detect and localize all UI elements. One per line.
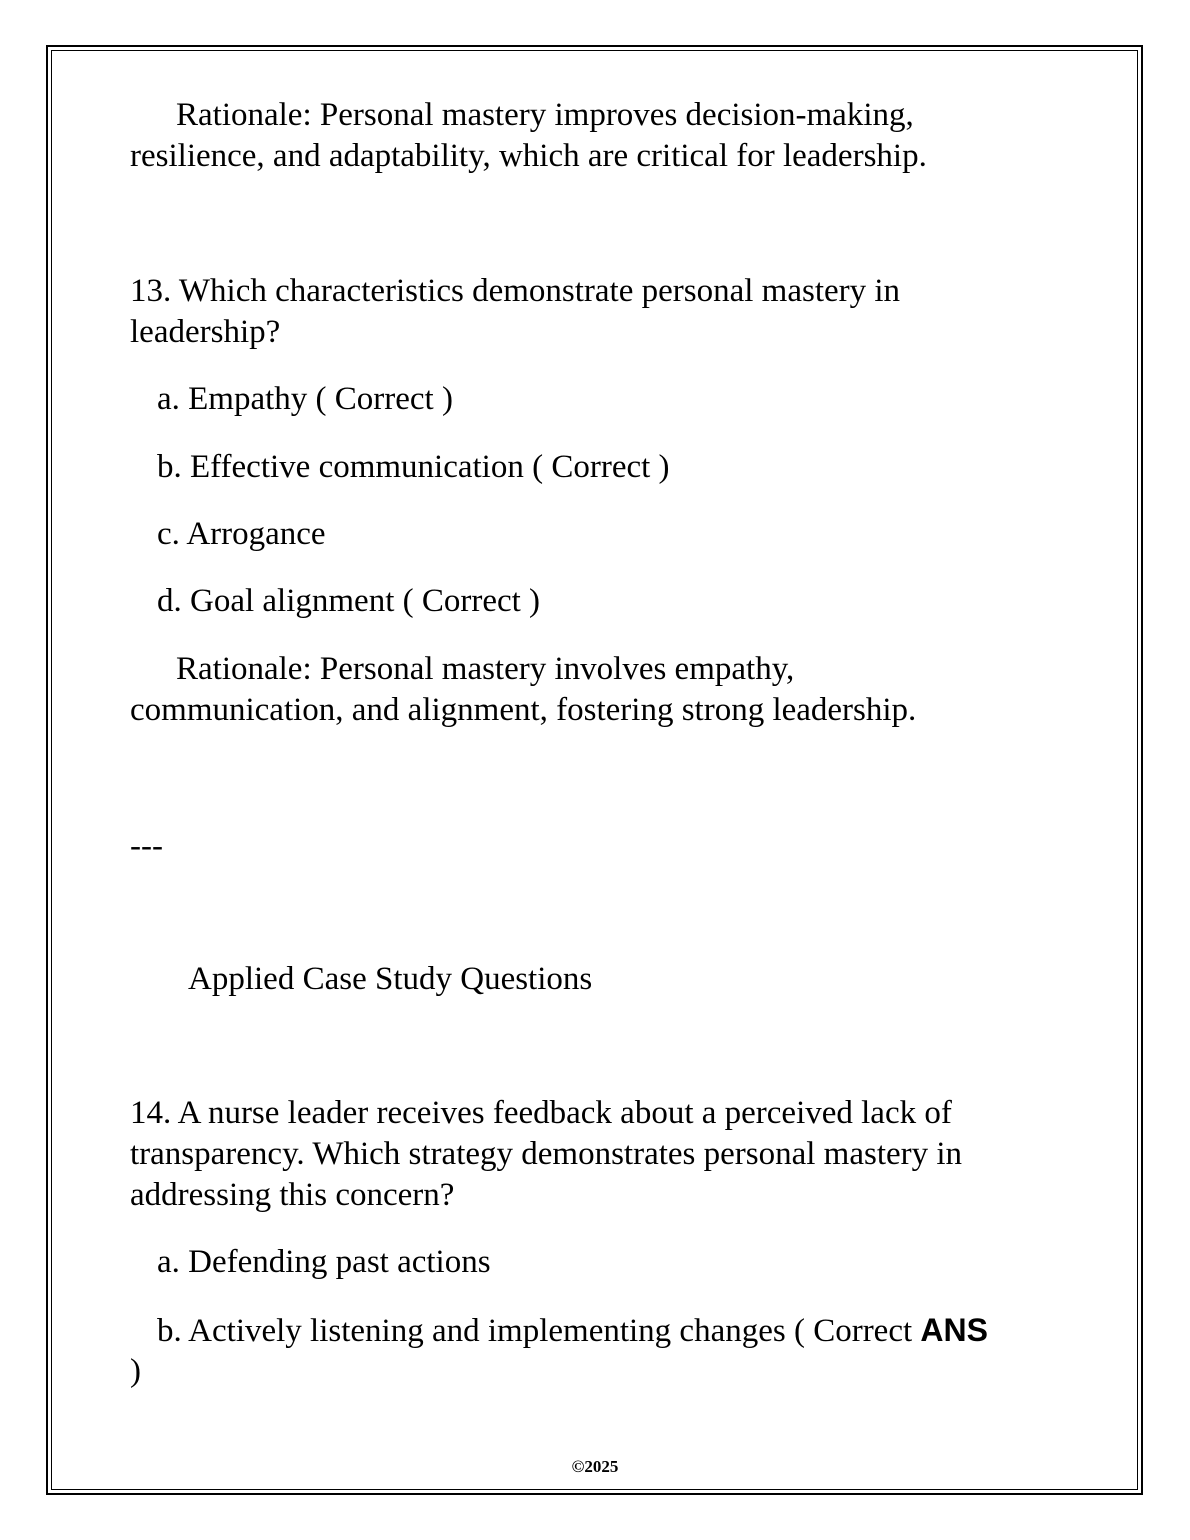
- question-13-option-c: c. Arrogance: [157, 516, 326, 552]
- answer-marker: ANS: [920, 1312, 988, 1348]
- question-14-line-1: 14. A nurse leader receives feedback about a perceived lack of: [130, 1095, 952, 1131]
- section-heading: Applied Case Study Questions: [188, 961, 593, 997]
- rationale-13-line-2: communication, and alignment, fostering strong leadership.: [130, 692, 917, 728]
- question-13-option-b: b. Effective communication ( Correct ): [157, 449, 670, 485]
- rationale-12-line-2: resilience, and adaptability, which are critical for leadership.: [130, 138, 927, 174]
- question-13-line-1: 13. Which characteristics demonstrate personal mastery in: [130, 273, 901, 309]
- rationale-13-line-1: Rationale: Personal mastery involves empathy,: [176, 651, 795, 687]
- question-14-line-3: addressing this concern?: [130, 1177, 455, 1213]
- question-13-line-2: leadership?: [130, 314, 281, 350]
- question-14-option-b: [157, 1310, 988, 1352]
- section-divider: ---: [130, 828, 163, 864]
- question-13-option-a: a. Empathy ( Correct ): [157, 381, 453, 417]
- question-14-option-a: a. Defending past actions: [157, 1244, 491, 1280]
- question-14-option-b-text: b. Actively listening and implementing changes ( Correct: [157, 1313, 921, 1349]
- rationale-12-line-1: Rationale: Personal mastery improves decision-making,: [176, 97, 914, 133]
- copyright-footer: ©2025: [571, 1457, 619, 1476]
- question-13-option-d: d. Goal alignment ( Correct ): [157, 583, 541, 619]
- question-14-option-b-close: ): [130, 1353, 141, 1389]
- question-14-line-2: transparency. Which strategy demonstrates personal mastery in: [130, 1136, 963, 1172]
